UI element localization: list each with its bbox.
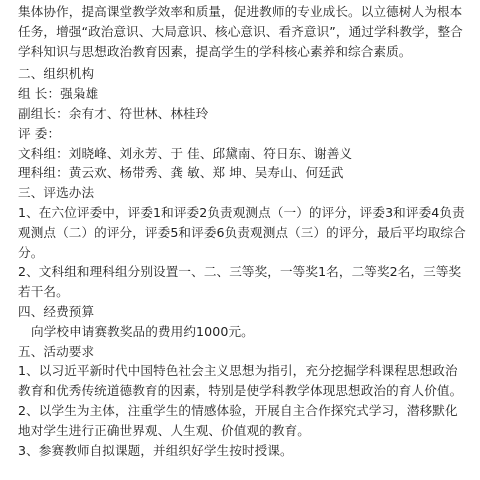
- intro-line-2: 任务，增强“政治意识、大局意识、核心意识、看齐意识”，通过学科教学，整合: [18, 23, 463, 39]
- group-leader: 组 长：强枭雄: [18, 86, 99, 102]
- science-group-judges: 理科组：黄云欢、杨带秀、龚 敏、郑 坤、吴寿山、何廷武: [18, 165, 344, 181]
- arts-group-judges: 文科组：刘晓峰、刘永芳、于 佳、邱黛南、符日东、谢善义: [18, 145, 353, 161]
- requirement-item-1-line-1: 1、以习近平新时代中国特色社会主义思想为指引，充分挖掘学科课程思想政治: [18, 363, 458, 379]
- section-heading-evaluation: 三、评选办法: [18, 185, 95, 201]
- evaluation-item-2-line-1: 2、文科组和理科组分别设置一、二、三等奖，一等奖1名，二等奖2名，三等奖: [18, 264, 462, 280]
- requirement-item-1-line-2: 教育和优秀传统道德教育的因素，特别是使学科教学体现思想政治的育人价值。: [18, 383, 463, 399]
- evaluation-item-2-line-2: 若干名。: [18, 284, 69, 300]
- intro-line-3: 学科知识与思想政治教育因素，提高学生的学科核心素养和综合素质。: [18, 43, 412, 59]
- intro-line-1: 集体协作，提高课堂教学效率和质量，促进教师的专业成长。以立德树人为根本: [18, 4, 463, 19]
- evaluation-item-1-line-3: 分。: [18, 244, 44, 260]
- budget-body: 向学校申请赛教奖品的费用约1000元。: [31, 323, 254, 339]
- evaluation-item-1-line-2: 观测点（二）的评分，评委5和评委6负责观测点（三）的评分，最后平均取综合: [18, 224, 466, 240]
- vice-leaders: 副组长：余有才、符世林、林桂玲: [18, 105, 209, 121]
- evaluation-item-1-line-1: 1、在六位评委中，评委1和评委2负责观测点（一）的评分，评委3和评委4负责: [18, 204, 465, 220]
- requirement-item-2-line-2: 地对学生进行正确世界观、人生观、价值观的教育。: [18, 422, 310, 438]
- judges-label: 评 委：: [18, 125, 61, 141]
- section-heading-organization: 二、组织机构: [18, 66, 95, 82]
- requirement-item-2-line-1: 2、以学生为主体，注重学生的情感体验，开展自主合作探究式学习，潜移默化: [18, 402, 458, 418]
- section-heading-requirements: 五、活动要求: [18, 343, 95, 359]
- section-heading-budget: 四、经费预算: [18, 303, 95, 319]
- requirement-item-3: 3、参赛教师自拟课题，并组织好学生按时授课。: [18, 442, 293, 458]
